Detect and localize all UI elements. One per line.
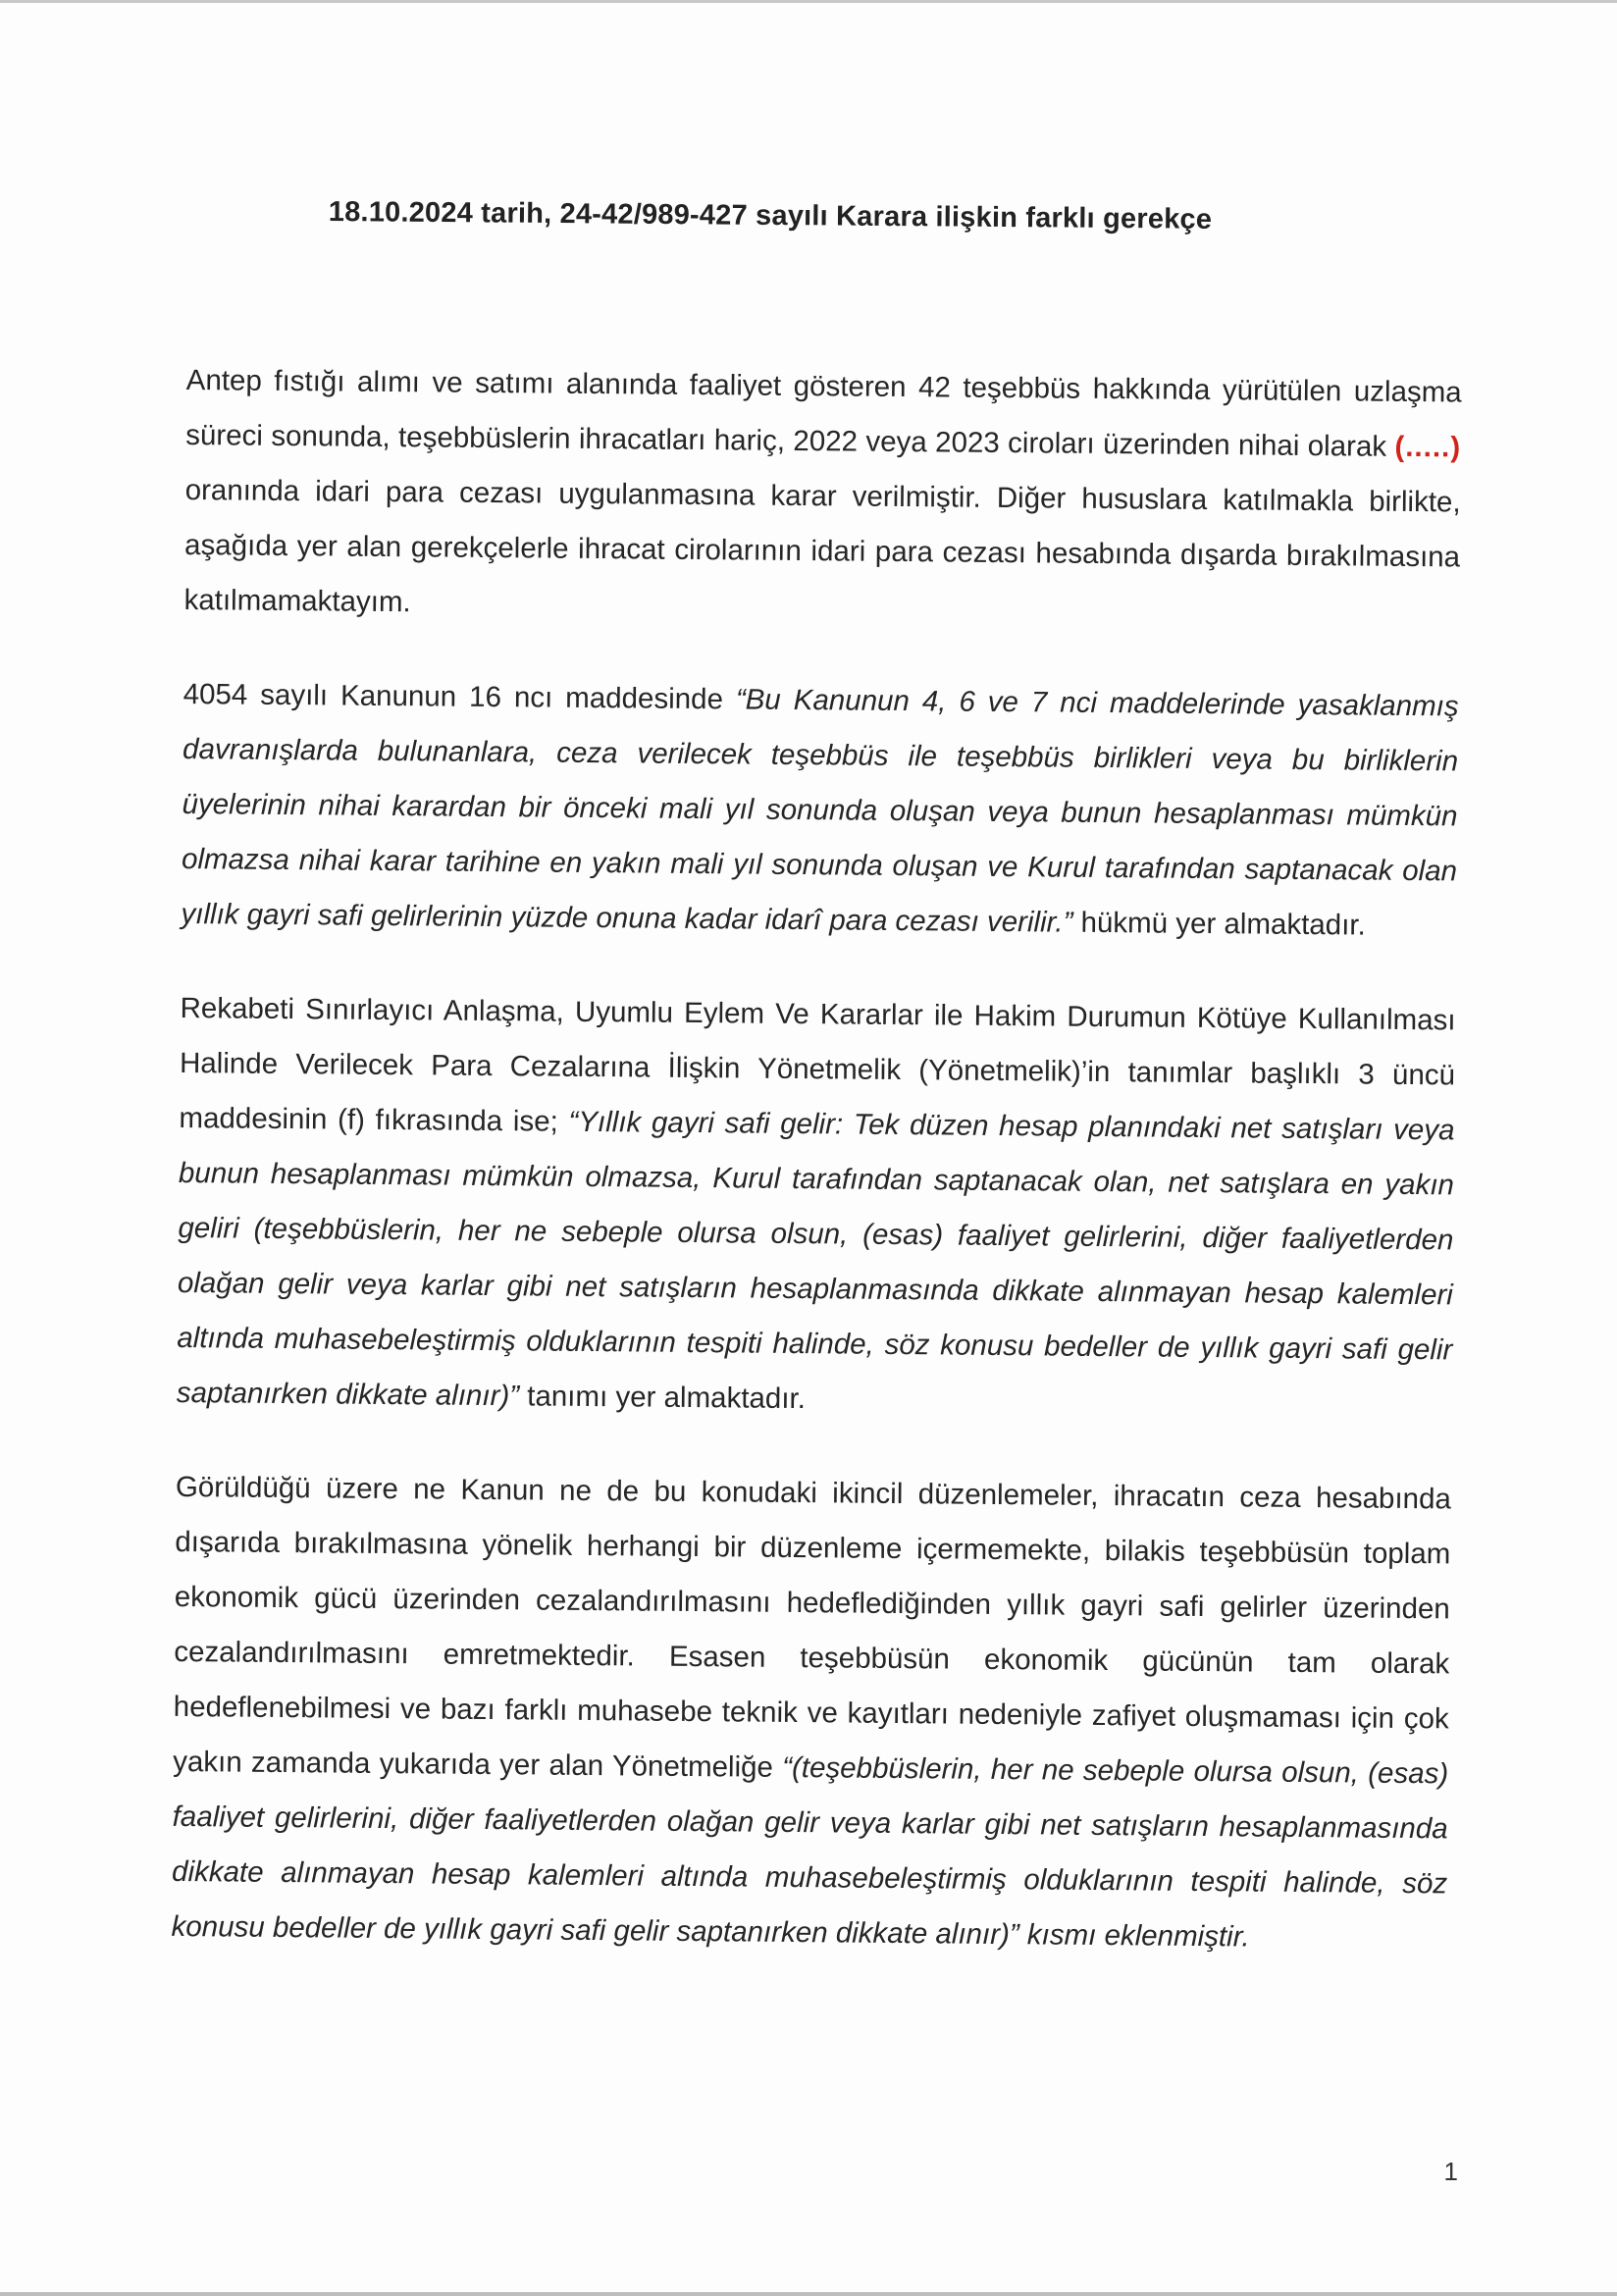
paragraph-2-text-before: 4054 sayılı Kanunun 16 ncı maddesinde xyxy=(183,677,737,716)
document-title: 18.10.2024 tarih, 24-42/989-427 sayılı Karara ilişkin farklı gerekçe xyxy=(328,196,1213,235)
paragraph-4 xyxy=(171,1460,1451,1966)
regulation-amendment-quote: “(teşebbüslerin, her ne sebeple olursa olsun, (esas) faaliyet gelirlerini, diğer faaliyetlerden olağan gelir veya karlar gibi net satışların hesaplanmasında dikkate alınmayan hesap kalemleri altında muhasebeleştirmiş olduklarının tespiti halinde, söz konusu bedeller de yıllık gayri safi gelir saptanırken dikkate alınır)” kısmı eklenmiştir. xyxy=(171,1750,1449,1954)
paragraph-1 xyxy=(183,353,1462,640)
law-article-quote: “Bu Kanunun 4, 6 ve 7 nci maddelerinde yasaklanmış davranışlarda bulunanlara, ceza verilecek teşebbüs ile teşebbüs birlikleri veya bu birliklerin üyelerinin nihai karardan bir önceki mali yıl sonunda oluşan veya bunun hesaplanması mümkün olmazsa nihai karar tarihine en yakın mali yıl sonunda oluşan ve Kurul tarafından saptanacak olan yıllık gayri safi gelirlerinin yüzde onuna kadar idarî para cezası verilir.” xyxy=(181,683,1459,939)
paragraph-3 xyxy=(177,981,1456,1433)
document-body xyxy=(171,353,1462,2006)
scan-edge-top xyxy=(0,0,1617,3)
paragraph-3-text-before: Rekabeti Sınırlayıcı Anlaşma, Uyumlu Eylem Ve Kararlar ile Hakim Durumun Kötüye Kullanılması Halinde Verilecek Para Cezalarına İlişkin Yönetmelik (Yönetmelik)’in tanımlar başlıklı 3 üncü maddesinin (f) fıkrasında ise; xyxy=(179,991,1456,1138)
paragraph-3-text-after: tanımı yer almaktadır. xyxy=(518,1380,807,1416)
paragraph-1-text-after: oranında idari para cezası uygulanmasına karar verilmiştir. Diğer hususlara katılmakla birlikte, aşağıda yer alan gerekçelerle ihracat cirolarının idari para cezası hesabında dışarda bırakılmasına katılmamaktayım. xyxy=(183,473,1461,619)
paragraph-1-text-before: Antep fıstığı alımı ve satımı alanında faaliyet gösteren 42 teşebbüs hakkında yürütülen uzlaşma süreci sonunda, teşebbüslerin ihracatları hariç, 2022 veya 2023 ciroları üzerinden nihai olarak xyxy=(185,363,1462,463)
paragraph-4-text-before: Görüldüğü üzere ne Kanun ne de bu konudaki ikincil düzenlemeler, ihracatın ceza hesabında dışarıda bırakılmasına yönelik herhangi bir düzenleme içermemekte, bilakis teşebbüsün toplam ekonomik gücü üzerinden cezalandırılmasını hedeflediğinden yıllık gayri safi gelirler üzerinden cezalandırılmasını emretmektedir. Esasen teşebbüsün ekonomik gücünün tam olarak hedeflenebilmesi ve bazı farklı muhasebe teknik ve kayıtları nedeniyle zafiyet oluşmaması için çok yakın zamanda yukarıda yer alan Yönetmeliğe xyxy=(173,1470,1452,1784)
page-number: 1 xyxy=(1443,2157,1458,2186)
paragraph-2 xyxy=(181,667,1459,954)
scan-edge-bottom xyxy=(0,2292,1617,2296)
regulation-definition-quote: “Yıllık gayri safi gelir: Tek düzen hesap planındaki net satışları veya bunun hesaplanması mümkün olmazsa, Kurul tarafından saptanacak olan, net satışlara en yakın geliri (teşebbüslerin, her ne sebeple olursa olsun, (esas) faaliyet gelirlerini, diğer faaliyetlerden olağan gelir veya karlar gibi net satışların hesaplanmasında dikkate alınmayan hesap kalemleri altında muhasebeleştirmiş olduklarının tespiti halinde, söz konusu bedeller de yıllık gayri safi gelir saptanırken dikkate alınır)” xyxy=(176,1105,1455,1413)
redacted-rate: (.....) xyxy=(1394,430,1462,464)
paragraph-2-text-after: hükmü yer almaktadır. xyxy=(1072,906,1366,942)
